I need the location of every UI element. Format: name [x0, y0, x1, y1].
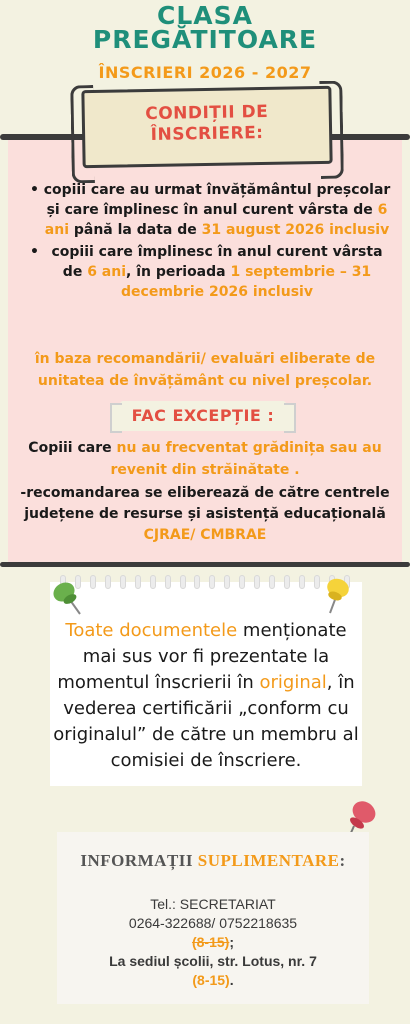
exception-recommendation: [14, 483, 396, 546]
exception-text2-a: -recomandarea se eliberează de către centrele județene de resurse și asistență educațională: [20, 485, 390, 522]
conditions-heading-line2: ÎNSCRIERE:: [150, 123, 264, 145]
exception-text2-b: CJRAE/ CMBRAE: [143, 527, 267, 543]
bullet-dot: •: [30, 244, 39, 260]
title-line2: PREGĂTITOARE: [92, 25, 318, 54]
conditions-heading-line1: CONDIȚII DE: [145, 101, 269, 125]
hours1-suffix: ;: [229, 934, 235, 950]
info-title-b: SUPLIMENTARE: [197, 851, 340, 870]
hours-line2: [57, 971, 369, 990]
page-subtitle: ÎNSCRIERI 2026 - 2027: [98, 63, 312, 82]
conditions-list: [10, 180, 400, 304]
title-line1: CLASA: [157, 1, 253, 30]
info-title-a: INFORMAȚII: [80, 851, 198, 870]
yellow-pushpin-icon: [320, 575, 354, 615]
note-text-a: Toate documentele: [65, 620, 238, 641]
documents-note: [50, 618, 362, 774]
exception-text-b: nu au frecventat grădinița sau au revenit din străinătate .: [110, 440, 382, 478]
info-body: [57, 895, 369, 990]
bullet-dot: •: [30, 182, 39, 198]
info-title: [57, 851, 369, 871]
note-text-b: menționate mai sus vor fi prezentate la momentul înscrierii în: [57, 620, 347, 693]
address: La sediul școlii, str. Lotus, nr. 7: [109, 953, 317, 969]
note-spiral-binding: [60, 575, 350, 589]
note-text-c: original: [259, 672, 327, 693]
conditions-heading-tag: [81, 86, 332, 168]
exception-heading-tag: FAC EXCEPȚIE :: [120, 401, 286, 431]
tel-label: Tel.: SECRETARIAT: [150, 896, 276, 912]
exception-text: [14, 437, 396, 481]
hours-line1: [57, 933, 369, 952]
bullet1-text-c: până la data de: [69, 222, 202, 238]
note-text-d: , în vederea certificării „conform cu originalul” de către un membru al comisiei de înscriere.: [53, 672, 359, 771]
bullet2-text-c: , în perioada: [126, 264, 231, 280]
green-pushpin-icon: [50, 578, 84, 618]
bullet2-age: 6 ani: [87, 264, 127, 280]
bullet1-text-a: copiii care au urmat învățământul preșcolar și care împlinesc în anul curent vârsta de: [43, 182, 391, 218]
recommendation-text: în baza recomandării/ evaluări eliberate de unitatea de învățământ cu nivel preșcolar.: [34, 351, 376, 389]
bullet2-period: 1 septembrie – 31 decembrie 2026 inclusiv: [121, 264, 372, 300]
exception-text-a: Copiii care: [28, 440, 117, 456]
list-item: [10, 242, 400, 302]
hours1: (8-15): [191, 934, 230, 950]
phone-numbers[interactable]: 0264-322688/ 0752218635: [128, 915, 298, 931]
list-item: [10, 180, 400, 240]
bullet1-age: 6 ani: [44, 202, 388, 238]
bullet2-text-a: copiii care împlinesc în anul curent vârsta de: [51, 244, 383, 280]
hours2-suffix: .: [229, 972, 234, 988]
bullet1-date: 31 august 2026 inclusiv: [201, 222, 390, 238]
info-title-c: :: [339, 851, 346, 870]
hours2: (8-15): [192, 972, 230, 988]
page-title: [0, 1, 410, 54]
divider-bottom: [0, 562, 410, 567]
